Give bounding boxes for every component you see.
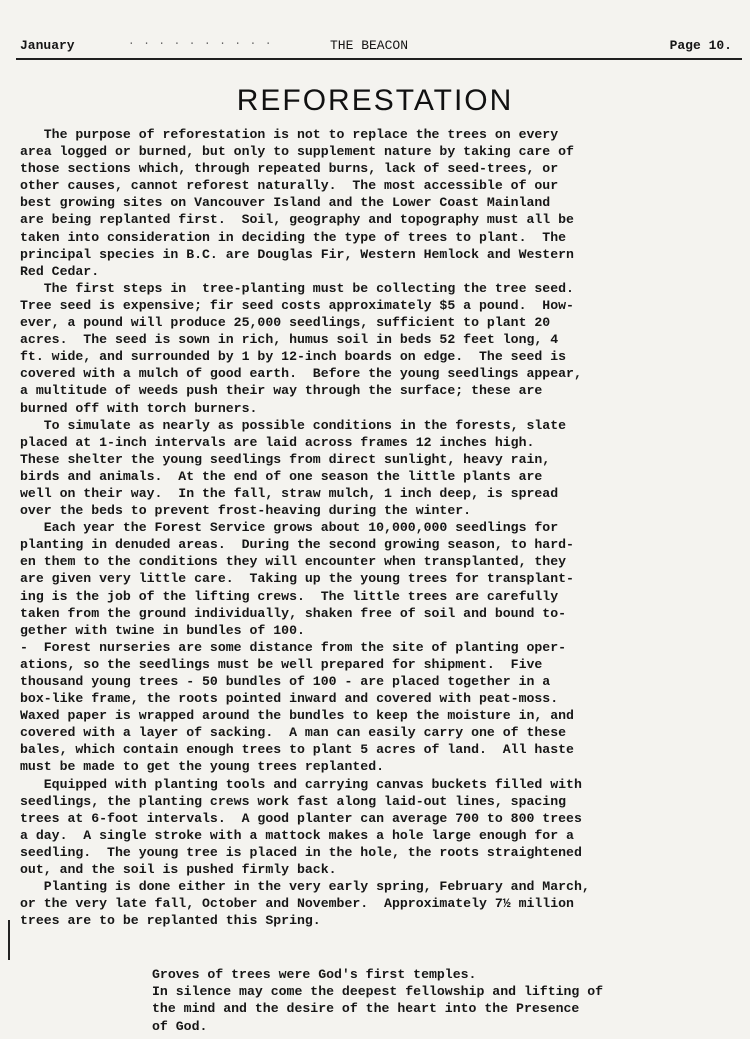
body-line: or the very late fall, October and November. Approximately 7½ million xyxy=(20,896,574,912)
body-line: thousand young trees - 50 bundles of 100 - are placed together in a xyxy=(20,674,551,689)
body-line: are being replanted first. Soil, geography and topography must all be xyxy=(20,212,574,228)
body-line: ations, so the seedlings must be well prepared for shipment. Five xyxy=(20,656,543,672)
body-line: en them to the conditions they will encounter when transplanted, they xyxy=(20,554,567,570)
body-line: To simulate as nearly as possible conditions in the forests, slate xyxy=(20,417,567,433)
body-line: The purpose of reforestation is not to replace the trees on every xyxy=(20,127,559,142)
body-line: taken into consideration in deciding the type of trees to plant. The xyxy=(20,229,567,245)
body-line: gether with twine in bundles of 100. xyxy=(20,622,305,638)
body-line: planting in denuded areas. During the second growing season, to hard- xyxy=(20,537,574,553)
body-line: other causes, cannot reforest naturally. The most accessible of our xyxy=(20,178,559,194)
body-line: area logged or burned, but only to supplement nature by taking care of xyxy=(20,144,574,160)
article-title: REFORESTATION xyxy=(236,84,514,117)
body-line: box-like frame, the roots pointed inward and covered with peat-moss. xyxy=(20,691,559,707)
body-line: These shelter the young seedlings from direct sunlight, heavy rain, xyxy=(20,451,551,467)
body-line: covered with a layer of sacking. A man can easily carry one of these xyxy=(20,725,567,741)
body-line: bales, which contain enough trees to plant 5 acres of land. All haste xyxy=(20,742,574,758)
body-line: ing is the job of the lifting crews. The little trees are carefully xyxy=(20,588,559,604)
body-line: The first steps in tree-planting must be collecting the tree seed. xyxy=(20,280,574,296)
newsletter-name: THE BEACON xyxy=(330,38,409,53)
body-line: Red Cedar. xyxy=(20,263,100,279)
body-line: out, and the soil is pushed firmly back. xyxy=(20,862,337,878)
body-line: over the beds to prevent frost-heaving during the winter. xyxy=(20,503,472,519)
body-line: Planting is done either in the very early spring, February and March, xyxy=(20,879,590,895)
verse-line: the mind and the desire of the heart into the Presence xyxy=(152,1001,580,1017)
issue-month: January xyxy=(20,38,75,53)
header-rule xyxy=(16,58,742,60)
body-line: acres. The seed is sown in rich, humus soil in beds 52 feet long, 4 xyxy=(20,332,559,348)
header-dot-leader: . . . . . . . . . . xyxy=(128,36,273,48)
body-line: birds and animals. At the end of one season the little plants are xyxy=(20,468,543,484)
body-line: - Forest nurseries are some distance from the site of planting oper- xyxy=(20,639,567,655)
verse-line: Groves of trees were God's first temples. xyxy=(152,967,477,982)
body-line: Waxed paper is wrapped around the bundles to keep the moisture in, and xyxy=(20,708,574,724)
body-line: must be made to get the young trees replanted. xyxy=(20,759,385,775)
body-line: well on their way. In the fall, straw mulch, 1 inch deep, is spread xyxy=(20,485,559,501)
page-header xyxy=(20,36,732,60)
body-line: Tree seed is expensive; fir seed costs approximately $5 a pound. How- xyxy=(20,297,574,313)
body-line: covered with a mulch of good earth. Before the young seedlings appear, xyxy=(20,366,582,382)
body-line: those sections which, through repeated burns, lack of seed-trees, or xyxy=(20,161,559,177)
body-line: ft. wide, and surrounded by 1 by 12-inch boards on edge. The seed is xyxy=(20,349,567,365)
article-body xyxy=(20,126,736,929)
body-line: placed at 1-inch intervals are laid across frames 12 inches high. xyxy=(20,434,535,450)
body-line: trees are to be replanted this Spring. xyxy=(20,913,321,929)
body-line: trees at 6-foot intervals. A good planter can average 700 to 800 trees xyxy=(20,810,582,826)
body-line: taken from the ground individually, shaken free of soil and bound to- xyxy=(20,605,567,621)
body-line: ever, a pound will produce 25,000 seedlings, sufficient to plant 20 xyxy=(20,315,551,331)
body-line: principal species in B.C. are Douglas Fir, Western Hemlock and Western xyxy=(20,246,574,262)
body-line: seedling. The young tree is placed in the hole, the roots straightened xyxy=(20,844,582,860)
page-number: Page 10. xyxy=(669,38,732,53)
body-line: are given very little care. Taking up the young trees for transplant- xyxy=(20,571,574,587)
body-line: a day. A single stroke with a mattock makes a hole large enough for a xyxy=(20,827,574,843)
closing-verse xyxy=(152,966,742,1035)
margin-mark xyxy=(8,920,10,960)
body-line: a multitude of weeds push their way through the surface; these are xyxy=(20,383,543,399)
verse-line: In silence may come the deepest fellowship and lifting of xyxy=(152,984,604,1000)
body-line: Each year the Forest Service grows about 10,000,000 seedlings for xyxy=(20,520,559,536)
body-line: Equipped with planting tools and carrying canvas buckets filled with xyxy=(20,776,582,792)
body-line: best growing sites on Vancouver Island and the Lower Coast Mainland xyxy=(20,195,551,211)
body-line: seedlings, the planting crews work fast along laid-out lines, spacing xyxy=(20,793,567,809)
verse-line: of God. xyxy=(152,1018,208,1034)
body-line: burned off with torch burners. xyxy=(20,400,258,416)
